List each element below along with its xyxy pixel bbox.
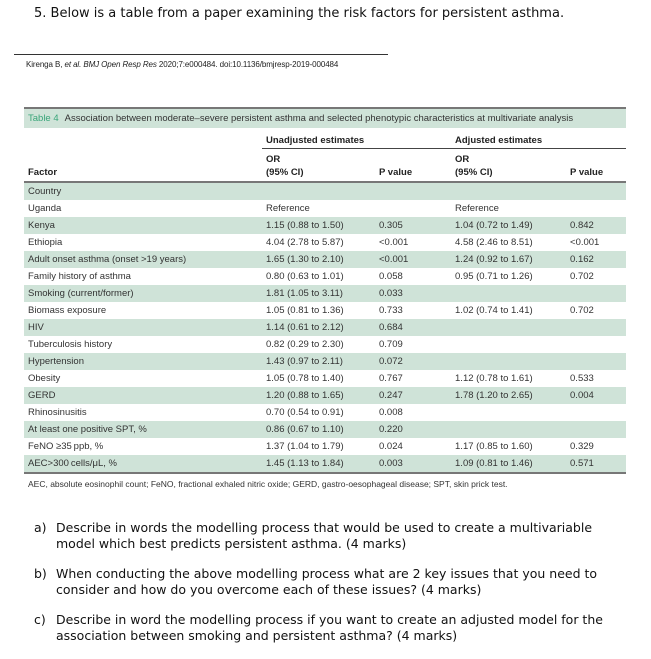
table-row [24,319,626,336]
cell-or-unadjusted: 1.05 (0.81 to 1.36) [266,305,344,316]
cell-or-adjusted: 1.09 (0.81 to 1.46) [451,455,566,473]
header-group-row [24,128,626,149]
cell-p-adjusted: 0.842 [566,217,626,234]
table-row [24,234,626,251]
header-p-unadjusted: P value [379,167,413,178]
subquestion-text: When conducting the above modelling process what are 2 key issues that you need to consider and how do you overcome each of these issues? (4 marks) [56,566,598,597]
cell-p-adjusted: 0.533 [570,373,594,384]
subquestion-a [34,520,634,552]
cell-p-adjusted: 0.329 [570,441,594,452]
cell-or-adjusted: Reference [455,203,499,214]
cell-p-adjusted [566,336,626,353]
cell-or-adjusted [451,404,566,421]
cell-or-adjusted [451,336,566,353]
table-row [24,370,626,387]
cell-or-adjusted [451,421,566,438]
header-adjusted: Adjusted estimates [451,128,626,149]
cell-or-unadjusted: 1.45 (1.13 to 1.84) [262,455,375,473]
cell-factor: Adult onset asthma (onset >19 years) [24,251,262,268]
cell-factor: Hypertension [24,353,262,370]
cell-or-unadjusted [262,182,375,200]
cell-factor: Smoking (current/former) [24,285,262,302]
cell-p-unadjusted: 0.709 [379,339,403,350]
cell-p-unadjusted: 0.033 [375,285,451,302]
cell-factor: GERD [24,387,262,404]
cell-or-adjusted [451,353,566,370]
cell-p-adjusted: <0.001 [570,237,600,248]
cell-or-adjusted: 1.78 (1.20 to 2.65) [451,387,566,404]
cell-or-unadjusted: 0.86 (0.67 to 1.10) [262,421,375,438]
citation-details: 2020;7:e000484. doi:10.1136/bmjresp-2019-000484 [156,60,339,69]
subquestion-text: Describe in word the modelling process if you want to create an adjusted model for the association between smoking and persistent asthma? (4 marks) [56,612,603,643]
table-footnote: AEC, absolute eosinophil count; FeNO, fractional exhaled nitric oxide; GERD, gastro-oesophageal disease; SPT, skin prick test. [28,479,508,489]
cell-or-unadjusted: 1.15 (0.88 to 1.50) [262,217,375,234]
results-table [24,107,626,494]
subquestion-c [34,612,634,644]
cell-or-unadjusted: Reference [266,203,310,214]
cell-p-adjusted [566,421,626,438]
subquestion-b [34,566,634,598]
cell-or-adjusted: 4.58 (2.46 to 8.51) [455,237,533,248]
citation-authors: Kirenga B, [26,60,65,69]
cell-or-adjusted: 1.17 (0.85 to 1.60) [455,441,533,452]
cell-or-unadjusted: 1.05 (0.78 to 1.40) [266,373,344,384]
cell-factor: Ethiopia [28,237,63,248]
table-row [24,302,626,319]
table-row [24,438,626,455]
table-body [24,182,626,473]
subquestions [34,520,634,658]
cell-p-unadjusted: <0.001 [375,251,451,268]
cell-factor: Obesity [28,373,61,384]
cell-or-adjusted: 1.04 (0.72 to 1.49) [451,217,566,234]
table-caption [24,107,626,128]
header-or-label: OR [266,154,281,165]
subquestion-letter: c) [34,612,46,627]
cell-or-unadjusted: 1.20 (0.88 to 1.65) [262,387,375,404]
cell-factor: AEC>300 cells/μL, % [24,455,262,473]
citation-etal: et al. [64,60,82,69]
table-row [24,268,626,285]
cell-or-adjusted [451,319,566,336]
cell-or-unadjusted: 0.70 (0.54 to 0.91) [266,407,344,418]
cell-factor: FeNO ≥35 ppb, % [28,441,104,452]
subquestion-letter: a) [34,520,47,535]
cell-or-adjusted: 0.95 (0.71 to 1.26) [455,271,533,282]
cell-p-unadjusted: <0.001 [379,237,409,248]
subquestion-text: Describe in words the modelling process that would be used to create a multivariable model which best predicts persistent asthma. (4 marks) [56,520,593,551]
cell-or-adjusted: 1.12 (0.78 to 1.61) [455,373,533,384]
cell-or-unadjusted: 0.82 (0.29 to 2.30) [266,339,344,350]
cell-p-adjusted [566,285,626,302]
subquestion-letter: b) [34,566,47,581]
citation-divider [14,54,388,55]
cell-or-unadjusted: 0.80 (0.63 to 1.01) [266,271,344,282]
header-factor: Factor [28,167,58,178]
cell-p-adjusted [566,319,626,336]
cell-p-unadjusted: 0.247 [375,387,451,404]
cell-or-unadjusted: 1.81 (1.05 to 3.11) [262,285,375,302]
cell-or-unadjusted: 4.04 (2.78 to 5.87) [266,237,344,248]
cell-or-adjusted [451,285,566,302]
cell-p-unadjusted: 0.003 [375,455,451,473]
cell-p-unadjusted: 0.008 [379,407,403,418]
header-columns-row [24,149,626,183]
cell-factor: Biomass exposure [28,305,107,316]
cell-p-adjusted: 0.702 [570,271,594,282]
cell-p-adjusted [566,353,626,370]
cell-factor: Kenya [24,217,262,234]
cell-p-unadjusted: 0.220 [375,421,451,438]
cell-p-adjusted [566,200,626,217]
header-p-adjusted: P value [570,167,604,178]
table-row [24,421,626,438]
cell-factor: HIV [24,319,262,336]
header-empty [24,128,262,149]
cell-or-unadjusted: 1.14 (0.61 to 2.12) [262,319,375,336]
table-row [24,404,626,421]
table-row [24,251,626,268]
cell-p-adjusted [566,182,626,200]
table-row [24,353,626,370]
header-or-unadjusted [262,149,375,183]
cell-factor: Uganda [28,203,62,214]
cell-p-adjusted: 0.702 [570,305,594,316]
table-caption-text: Association between moderate–severe persistent asthma and selected phenotypic characteristics at multivariate analysis [64,113,574,124]
table-row [24,455,626,473]
header-or-adjusted [451,149,566,183]
table-row [24,285,626,302]
cell-p-unadjusted: 0.684 [375,319,451,336]
cell-p-adjusted: 0.004 [566,387,626,404]
header-ci-label: (95% CI) [266,167,304,178]
cell-p-unadjusted: 0.767 [379,373,403,384]
citation-journal: BMJ Open Resp Res [81,60,157,69]
citation [26,60,338,69]
cell-factor: Family history of asthma [28,271,131,282]
cell-p-unadjusted [375,182,451,200]
header-or-label: OR [455,154,470,165]
data-table [24,128,626,474]
cell-p-unadjusted: 0.733 [379,305,403,316]
cell-p-adjusted: 0.162 [566,251,626,268]
cell-or-adjusted: 1.24 (0.92 to 1.67) [451,251,566,268]
header-unadjusted: Unadjusted estimates [262,128,451,149]
cell-p-unadjusted [375,200,451,217]
cell-or-unadjusted: 1.43 (0.97 to 2.11) [262,353,375,370]
table-row [24,217,626,234]
cell-p-unadjusted: 0.072 [375,353,451,370]
cell-p-unadjusted: 0.305 [375,217,451,234]
header-ci-label: (95% CI) [455,167,493,178]
cell-p-adjusted: 0.571 [566,455,626,473]
table-row [24,336,626,353]
cell-p-unadjusted: 0.058 [379,271,403,282]
table-row [24,200,626,217]
cell-factor: Rhinosinusitis [28,407,87,418]
cell-factor: At least one positive SPT, % [24,421,262,438]
cell-or-adjusted [451,182,566,200]
cell-or-adjusted: 1.02 (0.74 to 1.41) [455,305,533,316]
table-row [24,182,626,200]
cell-p-unadjusted: 0.024 [379,441,403,452]
table-row [24,387,626,404]
cell-p-adjusted [566,404,626,421]
cell-factor: Country [24,182,262,200]
cell-factor: Tuberculosis history [28,339,113,350]
cell-or-unadjusted: 1.65 (1.30 to 2.10) [262,251,375,268]
table-label: Table 4 [28,113,59,124]
cell-or-unadjusted: 1.37 (1.04 to 1.79) [266,441,344,452]
question-title: 5. Below is a table from a paper examining the risk factors for persistent asthma. [34,6,565,21]
